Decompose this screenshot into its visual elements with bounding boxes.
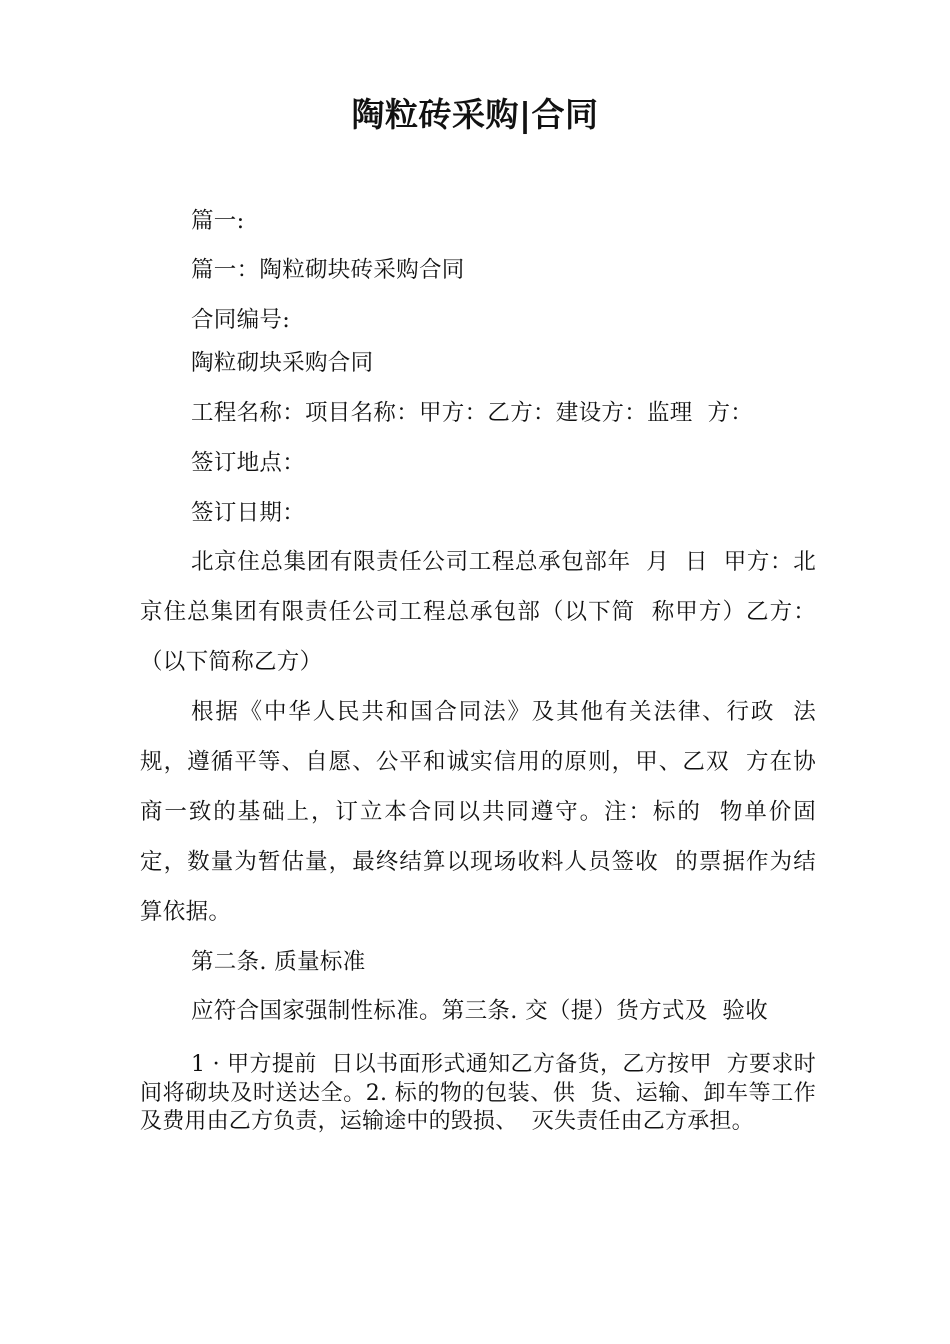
paragraph-parties-fields: 工程名称：项目名称：甲方：乙方：建设方：监理 方：: [191, 400, 754, 426]
paragraph-section-heading: 篇一：陶粒砌块砖采购合同: [191, 257, 465, 283]
paragraph-contract-name: 陶粒砌块采购合同: [191, 350, 374, 376]
paragraph-signing-place: 签订地点：: [191, 450, 306, 476]
paragraph-parties: 北京住总集团有限责任公司工程总承包部年 月 日 甲方：北京住总集团有限责任公司工程总承包部（以下简 称甲方）乙方： （以下简称乙方）: [140, 549, 831, 675]
paragraph-delivery-terms: 1 · 甲方提前 日以书面形式通知乙方备货，乙方按甲 方要求时间将砌块及时送达全。2. 标的物的包装、供 货、运输、卸车等工作及费用由乙方负责，运输途中的毁损、 灭失责任由乙方承担。: [140, 1052, 816, 1134]
paragraph-contract-number: 合同编号:: [191, 307, 291, 333]
document-title: 陶粒砖采购|合同: [351, 95, 599, 134]
paragraph-preamble: 根据《中华人民共和国合同法》及其他有关法律、行政 法规，遵循平等、自愿、公平和诚实信用的原则，甲、乙双 方在协商一致的基础上，订立本合同以共同遵守。注：标的 物单价固定，数量为暂估量，最终结算以现场收料人员签收 的票据作为结算依据。: [140, 699, 816, 925]
paragraph-article-2: 第二条. 质量标准: [191, 949, 366, 975]
paragraph-signing-date: 签订日期：: [191, 500, 306, 526]
paragraph-section-label: 篇一:: [191, 208, 245, 234]
paragraph-quality-standard: 应符合国家强制性标准。第三条. 交（提）货方式及 验收: [191, 998, 769, 1024]
